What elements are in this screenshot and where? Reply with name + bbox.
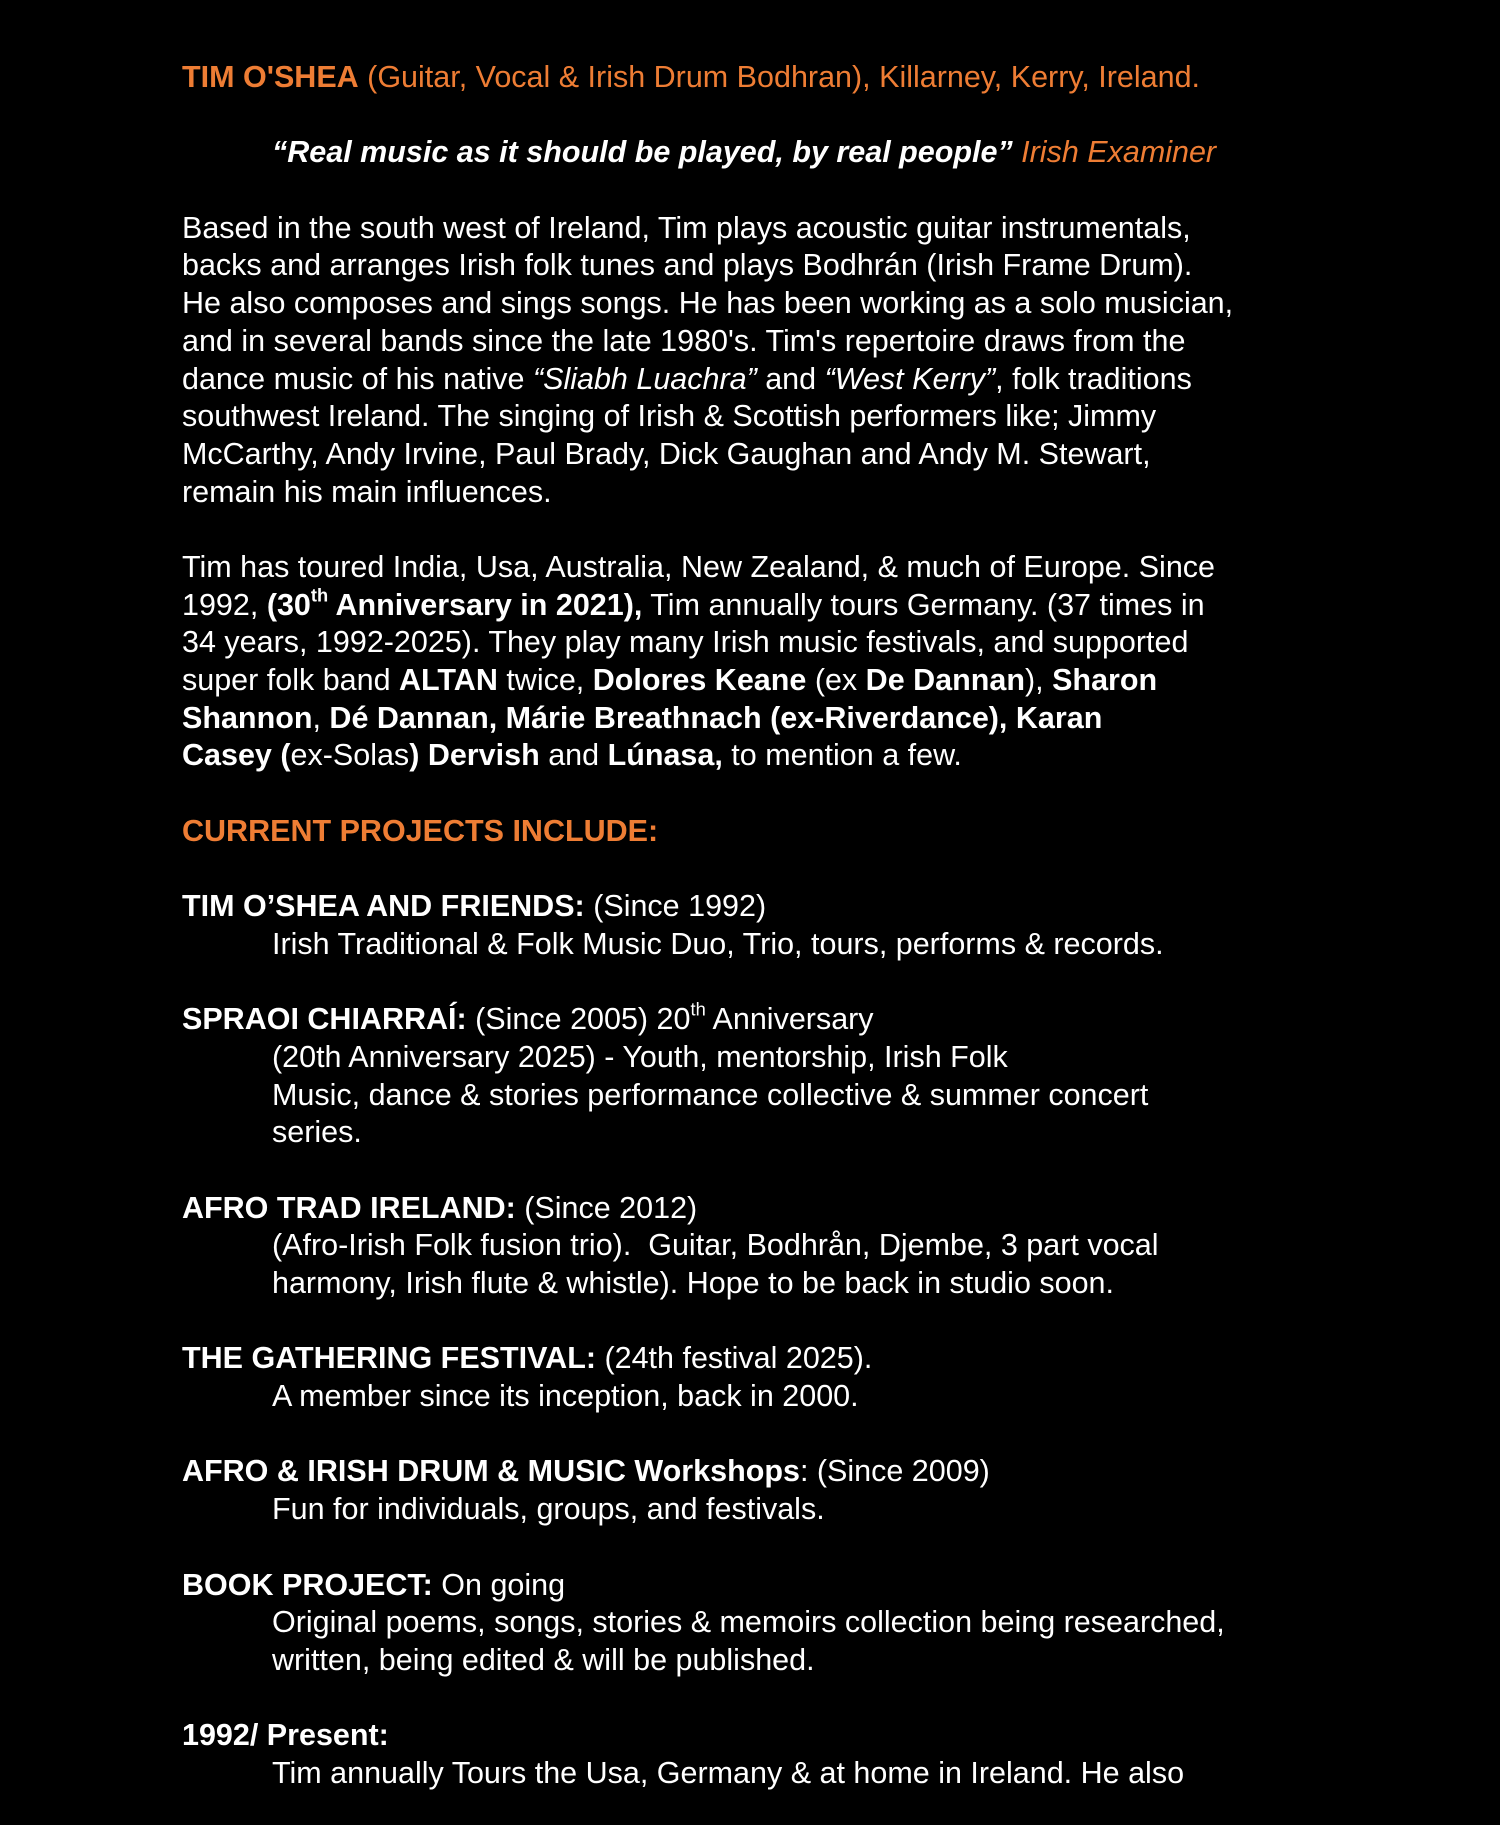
project-since: On going <box>432 1567 566 1602</box>
header-line <box>182 59 1382 97</box>
text-line: backs and arranges Irish folk tunes and plays Bodhrán (Irish Frame Drum). <box>182 248 1193 283</box>
text-line: remain his main influences. <box>182 474 552 509</box>
project-item <box>182 888 1382 963</box>
project-since: (24th festival 2025). <box>596 1341 873 1376</box>
press-quote <box>182 134 1382 172</box>
project-description: (20th Anniversary 2025) - Youth, mentorship, Irish Folk <box>272 1039 1008 1074</box>
artist-name-bold: Sharon <box>1052 663 1158 697</box>
project-title: BOOK PROJECT: <box>182 1567 433 1602</box>
project-description: (Afro-Irish Folk fusion trio). Guitar, Bodhrån, Djembe, 3 part vocal <box>272 1228 1159 1263</box>
project-description: written, being edited & will be published. <box>272 1642 815 1677</box>
text-line: Shannon, Dé Dannan, Márie Breathnach (ex-Riverdance), Karan <box>182 700 1103 735</box>
project-title: 1992/ Present: <box>182 1718 389 1753</box>
artist-name: TIM O'SHEA <box>182 60 359 94</box>
project-since: : (Since 2009) <box>799 1454 990 1489</box>
document <box>182 59 1382 1793</box>
artist-name-bold: Shannon <box>182 700 313 735</box>
project-item <box>182 1190 1382 1303</box>
bio-paragraph-1 <box>182 210 1382 512</box>
text-line: He also composes and sings songs. He has been working as a solo musician, <box>182 286 1234 321</box>
project-title: AFRO & IRISH DRUM & MUSIC Workshops <box>182 1454 800 1489</box>
project-since: (Since 1992) <box>584 889 767 924</box>
artist-name-bold: Casey ( <box>182 738 291 773</box>
project-description: Irish Traditional & Folk Music Duo, Trio, tours, performs & records. <box>272 926 1164 961</box>
text-line: super folk band ALTAN twice, Dolores Keane (ex De Dannan), Sharon <box>182 663 1158 697</box>
project-description: Music, dance & stories performance collective & summer concert <box>272 1077 1149 1112</box>
text-span: , folk traditions <box>995 361 1192 396</box>
project-title: THE GATHERING FESTIVAL: <box>182 1341 596 1376</box>
project-description: Tim annually Tours the Usa, Germany & at home in Ireland. He also <box>272 1755 1185 1790</box>
band-name: ALTAN <box>399 663 498 697</box>
artist-name-bold: Dolores Keane <box>592 663 807 697</box>
artist-details: (Guitar, Vocal & Irish Drum Bodhran), Killarney, Kerry, Ireland. <box>358 60 1201 94</box>
text-line: Casey (ex-Solas) Dervish and Lúnasa, to mention a few. <box>182 738 962 773</box>
band-name: Lúnasa, <box>607 738 723 773</box>
project-item <box>182 998 1382 1152</box>
text-span: Tim annually tours Germany. (37 times in <box>642 587 1205 622</box>
project-description: harmony, Irish flute & whistle). Hope to be back in studio soon. <box>272 1266 1114 1300</box>
text-line: Based in the south west of Ireland, Tim plays acoustic guitar instrumentals, <box>182 210 1191 245</box>
text-line: McCarthy, Andy Irvine, Paul Brady, Dick Gaughan and Andy M. Stewart, <box>182 436 1151 471</box>
project-description: Fun for individuals, groups, and festivals. <box>272 1492 825 1527</box>
project-description: series. <box>272 1115 362 1150</box>
quote-text: “Real music as it should be played, by real people” <box>272 135 1013 170</box>
text-line: Tim has toured India, Usa, Australia, New Zealand, & much of Europe. Since <box>182 549 1215 584</box>
project-item <box>182 1717 1382 1792</box>
project-item <box>182 1567 1382 1680</box>
artist-names-bold: Dé Dannan, Márie Breathnach (ex-Riverdance), Karan <box>329 700 1103 735</box>
project-title: TIM O’SHEA AND FRIENDS: <box>182 889 585 924</box>
project-item <box>182 1453 1382 1528</box>
tradition-name: “West Kerry” <box>824 361 996 396</box>
project-title: AFRO TRAD IRELAND: <box>182 1190 516 1225</box>
band-name: ) Dervish <box>409 738 540 773</box>
project-description: Original poems, songs, stories & memoirs collection being researched, <box>272 1605 1225 1640</box>
project-since: (Since 2012) <box>515 1190 698 1225</box>
anniversary-note: (30th Anniversary in 2021), <box>266 583 643 622</box>
text-line <box>182 583 1382 625</box>
text-line: and in several bands since the late 1980's. Tim's repertoire draws from the <box>182 323 1186 358</box>
bio-paragraph-2 <box>182 549 1382 775</box>
band-name: De Dannan <box>865 663 1025 697</box>
project-description: A member since its inception, back in 2000. <box>272 1379 859 1414</box>
text-span: and <box>756 361 825 396</box>
text-line <box>182 361 1382 399</box>
project-title: SPRAOI CHIARRAÍ: <box>182 1002 467 1037</box>
text-span: dance music of his native <box>182 361 533 396</box>
projects-heading: CURRENT PROJECTS INCLUDE: <box>182 813 659 848</box>
project-since: (Since 2005) 20th Anniversary <box>466 998 874 1037</box>
quote-source: Irish Examiner <box>1012 135 1217 170</box>
text-line: southwest Ireland. The singing of Irish & Scottish performers like; Jimmy <box>182 399 1157 434</box>
project-item <box>182 1340 1382 1415</box>
text-span: 1992, <box>182 587 267 622</box>
tradition-name: “Sliabh Luachra” <box>532 361 757 396</box>
text-line: 34 years, 1992-2025). They play many Irish music festivals, and supported <box>182 625 1189 660</box>
